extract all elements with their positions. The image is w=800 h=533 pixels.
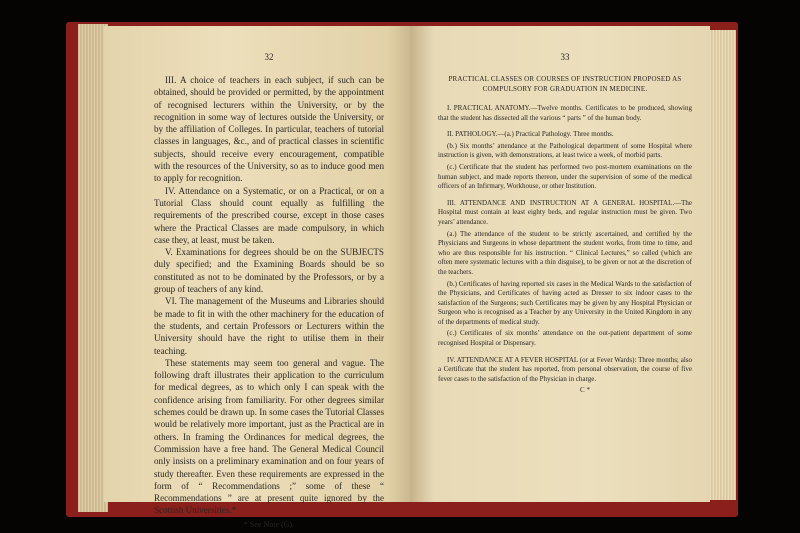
page-edges-right bbox=[706, 30, 736, 500]
paragraph: (c.) Certificate that the student has performed two post-mortem examinations on the human subject, and made reports thereon, under the supervision of some of the medical officers of an Infirmary, Workhouse, or other Institution. bbox=[438, 162, 692, 191]
paragraph: (c.) Certificates of six months’ attendance on the out-patient department of some recognised Hospital or Dispensary. bbox=[438, 329, 692, 348]
signature-mark: C * bbox=[580, 386, 590, 395]
paragraph: II. PATHOLOGY.—(a.) Practical Pathology. Three months. bbox=[447, 130, 614, 139]
footnote: * See Note (G). bbox=[243, 519, 295, 529]
left-page bbox=[104, 26, 412, 529]
paragraph: V. Examinations for degrees should be on the SUBJECTS duly specified; and the Examining Boards should be so constituted as not to be dominated by the Professors, or by a group of teachers of any kind. bbox=[154, 247, 384, 295]
paragraph: (b.) Six months’ attendance at the Pathological department of some Hospital where instruction is given, with demonstrations, at least twice a week, of morbid parts. bbox=[438, 141, 692, 160]
paragraph: III. A choice of teachers in each subject, if such can be obtained, should be provided or permitted, by the appointment of recognised lecturers within the University, or by the recognition in some way of lectures outside the University, or by the affiliation of Colleges. In particular, teachers of tutorial classes in languages, &c., and of practical classes in scientific subjects, should receive every encouragement, compatible with the resources of the University, so as to induce good men to apply for recognition. bbox=[154, 75, 384, 184]
paragraph: IV. ATTENDANCE AT A FEVER HOSPITAL (or at Fever Wards): Three months; also a Certificate that the student has reported, from personal observation, the course of five fever cases to the satisfaction of the Physician in charge. bbox=[438, 355, 692, 383]
right-page bbox=[410, 26, 710, 502]
paragraph: (b.) Certificates of having reported six cases in the Medical Wards to the satisfaction of the Physicians, and Certificates of having acted as Dresser to six indoor cases to the satisfaction of the Surgeons; such Certificates may be given by any Hospital Physician or Surgeon who is recognised as a Teacher by any University in the United Kingdom in any of the departments of medical study. bbox=[438, 279, 692, 326]
paragraph: VI. The management of the Museums and Libraries should be made to fit in with the other machinery for the education of the students, and certain Professors or Lecturers within the University should have the right to utilise them in their teaching. bbox=[154, 296, 384, 356]
page-number: 32 bbox=[264, 52, 274, 62]
paragraph: IV. Attendance on a Systematic, or on a Practical, or on a Tutorial Class should count equally as fulfilling the requirements of the prescribed course, except in those cases where the Practical Classes are made compulsory, in which case they, at least, must be taken. bbox=[154, 185, 384, 245]
section-heading: PRACTICAL CLASSES OR COURSES OF INSTRUCTION PROPOSED AS COMPULSORY FOR GRADUATION IN MEDICINE. bbox=[448, 75, 682, 93]
paragraph: These statements may seem too general and vague. The following draft illustrates their application to the curriculum for medical degrees, as to which only I can speak with the confidence arising from familiarity. For other degrees similar schemes could be drawn up. In some cases the Tutorial Classes would be relatively more important, just as the Practical are in others. In framing the Ordinances for medical degrees, the Commission have a free hand. The General Medical Council only insists on a preliminary examination and on four years of study thereafter. Even these requirements are expressed in the form of “ Recommendations ;” some of these “ Recommendations ” are at present quite ignored by the Scottish Universities.* bbox=[154, 357, 384, 516]
paragraph: I. PRACTICAL ANATOMY.—Twelve months. Certificates to be produced, showing that the student has dissected all the various “ parts ” of the human body. bbox=[438, 104, 692, 122]
paragraph: III. ATTENDANCE AND INSTRUCTION AT A GENERAL HOSPITAL.—The Hospital must contain at least eighty beds, and regular instruction must be given. Two years’ attendance. bbox=[438, 198, 692, 226]
page-number: 33 bbox=[560, 52, 570, 62]
paragraph: (a.) The attendance of the student to be strictly ascertained, and certified by the Physicians and Surgeons in whose department the student works, from time to time, and who are thus responsible for his instruction. “ Clinical Lectures,” so called (which are often mere systematic lectures with a thin disguise), to be given or not at the discretion of the teachers. bbox=[438, 229, 692, 276]
